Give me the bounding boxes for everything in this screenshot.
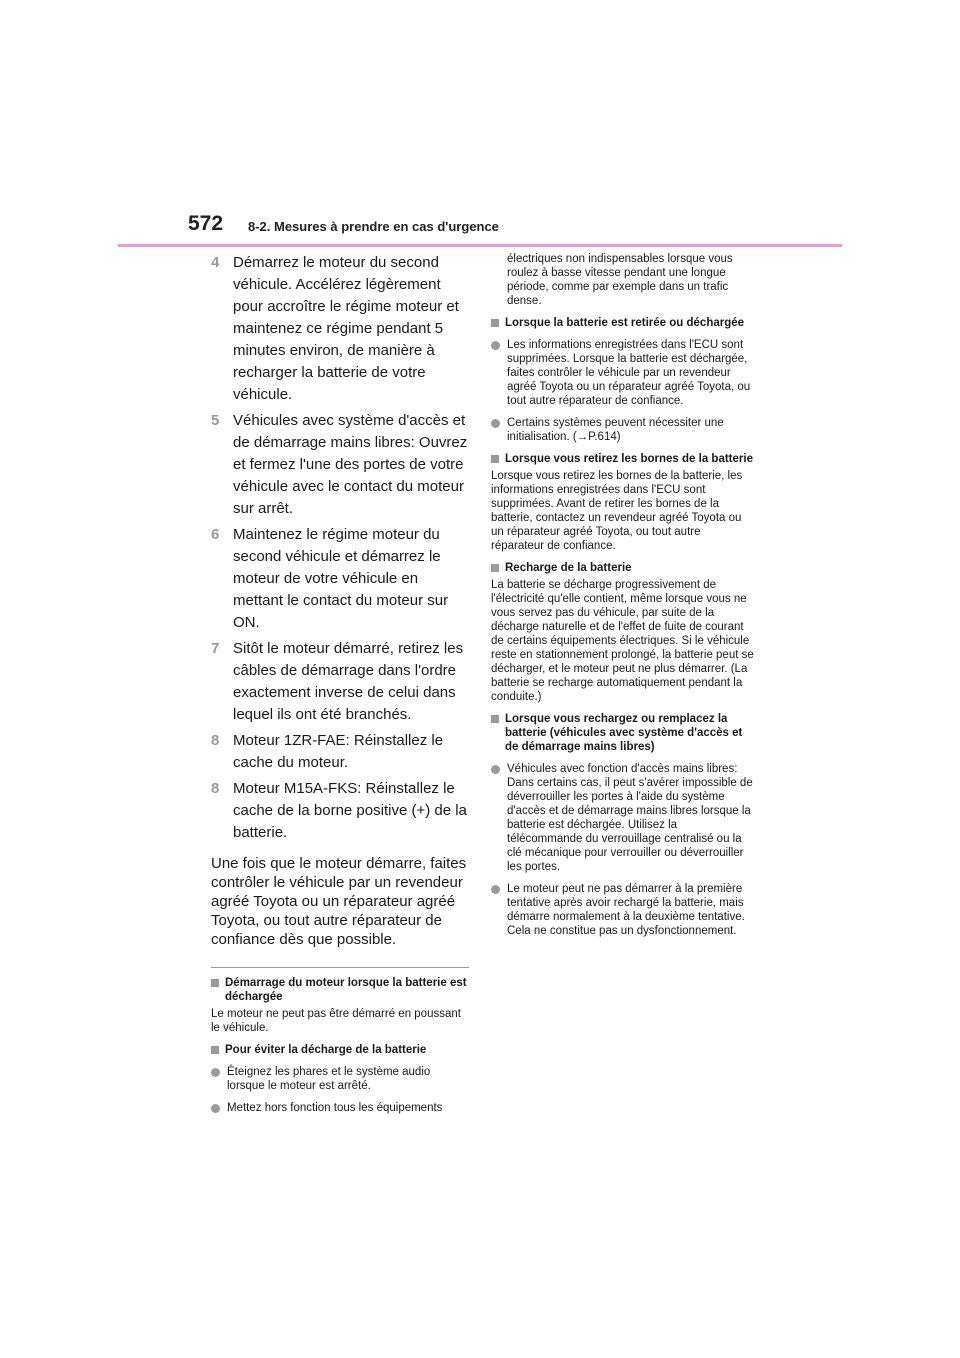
circle-bullet-icon	[211, 1068, 220, 1077]
left-column	[211, 252, 469, 1115]
note-heading	[491, 712, 755, 754]
step-text: Démarrez le moteur du second véhicule. Accélérez légèrement pour accroître le régime moteur et maintenez ce régime pendant 5 minutes environ, de manière à recharger la batterie de votre véhicule.	[233, 254, 459, 403]
circle-bullet-icon	[491, 341, 500, 350]
continued-text: électriques non indispensables lorsque vous roulez à basse vitesse pendant une longue période, comme par exemple dans un trafic dense.	[507, 253, 733, 307]
note-heading-text: Démarrage du moteur lorsque la batterie est déchargée	[225, 977, 467, 1003]
square-bullet-icon	[211, 1046, 219, 1054]
note-bullet-text: Éteignez les phares et le système audio lorsque le moteur est arrêté.	[227, 1066, 431, 1092]
circle-bullet-icon	[491, 885, 500, 894]
note-bullet	[211, 1101, 469, 1115]
note-heading-text: Lorsque vous retirez les bornes de la batterie	[505, 453, 753, 465]
square-bullet-icon	[491, 715, 499, 723]
circle-bullet-icon	[491, 419, 500, 428]
note-bullet-text: Le moteur peut ne pas démarrer à la première tentative après avoir rechargé la batterie, mais démarre normalement à la deuxième tentative. Cela ne constitue pas un dysfonctionnement.	[507, 883, 745, 937]
note-heading-text: Lorsque vous rechargez ou remplacez la batterie (véhicules avec système d'accès et de démarrage mains libres)	[505, 713, 743, 753]
note-heading-text: Lorsque la batterie est retirée ou déchargée	[505, 317, 745, 329]
note-bullet-text: Mettez hors fonction tous les équipements	[227, 1102, 443, 1114]
step-8-1zr	[211, 730, 469, 774]
note-text: Lorsque vous retirez les bornes de la batterie, les informations enregistrées dans l'ECU sont supprimées. Avant de retirer les bornes de la batterie, contactez un revendeur agréé Toyota ou un réparateur agréé Toyota, ou tout autre réparateur de confiance.	[491, 470, 743, 552]
step-7	[211, 638, 469, 726]
right-column	[491, 252, 755, 938]
step-text: Véhicules avec système d'accès et de démarrage mains libres: Ouvrez et fermez l'une des portes de votre véhicule avec le contact du moteur sur arrêt.	[233, 412, 468, 517]
note-bullet-text: Certains systèmes peuvent nécessiter une initialisation. (→P.614)	[507, 417, 724, 443]
note-bullet	[491, 416, 755, 444]
header-rule	[118, 244, 842, 247]
step-text: Moteur 1ZR-FAE: Réinstallez le cache du moteur.	[233, 732, 444, 771]
step-number: 6	[211, 526, 220, 543]
step-6	[211, 524, 469, 634]
step-text: Sitôt le moteur démarré, retirez les câbles de démarrage dans l'ordre exactement inverse de celui dans lequel ils ont été branchés.	[233, 640, 464, 723]
step-number: 7	[211, 640, 220, 657]
step-number: 8	[211, 732, 220, 749]
note-text: Le moteur ne peut pas être démarré en poussant le véhicule.	[211, 1008, 461, 1034]
square-bullet-icon	[491, 564, 499, 572]
note-heading	[211, 1043, 469, 1057]
note-bullet	[211, 1065, 469, 1093]
note-heading-text: Recharge de la batterie	[505, 562, 632, 574]
notes-divider	[211, 967, 469, 968]
note-bullet-text: Véhicules avec fonction d'accès mains libres: Dans certains cas, il peut s'avérer impossible de déverrouiller les portes à l'aide du système d'accès et de démarrage mains libres lorsque la batterie est déchargée. Utilisez la télécommande du verrouillage centralisé ou la clé mécanique pour verrouiller ou déverrouiller les portes.	[507, 763, 753, 873]
page-number: 572	[188, 212, 224, 235]
step-text: Maintenez le régime moteur du second véhicule et démarrez le moteur de votre véhicule en mettant le contact du moteur sur ON.	[233, 526, 449, 631]
step-8-m15a	[211, 778, 469, 844]
square-bullet-icon	[491, 319, 499, 327]
note-heading	[491, 316, 755, 330]
note-heading	[211, 976, 469, 1004]
note-bullet	[491, 762, 755, 874]
step-number: 5	[211, 412, 220, 429]
square-bullet-icon	[491, 455, 499, 463]
step-number: 8	[211, 780, 220, 797]
note-text: La batterie se décharge progressivement de l'électricité qu'elle contient, même lorsque vous ne vous servez pas du véhicule, par suite de la décharge naturelle et de l'effet de fuite de courant de certains équipements électriques. Si le véhicule reste en stationnement prolongé, la batterie peut se décharger, et le moteur peut ne plus démarrer. (La batterie se recharge automatiquement pendant la conduite.)	[491, 579, 754, 703]
step-text: Moteur M15A-FKS: Réinstallez le cache de la borne positive (+) de la batterie.	[233, 780, 467, 841]
step-5	[211, 410, 469, 520]
step-number: 4	[211, 254, 220, 271]
note-bullet	[491, 882, 755, 938]
note-bullet-text: Les informations enregistrées dans l'ECU sont supprimées. Lorsque la batterie est déchargée, faites contrôler le véhicule par un revendeur agréé Toyota ou un réparateur agréé Toyota, ou tout autre réparateur de confiance.	[507, 339, 751, 407]
note-bullet	[491, 338, 755, 408]
note-heading	[491, 452, 755, 466]
circle-bullet-icon	[211, 1104, 220, 1113]
note-heading	[491, 561, 755, 575]
circle-bullet-icon	[491, 765, 500, 774]
section-title: 8-2. Mesures à prendre en cas d'urgence	[248, 219, 499, 234]
closing-paragraph: Une fois que le moteur démarre, faites contrôler le véhicule par un revendeur agréé Toyota ou un réparateur agréé Toyota, ou tout autre réparateur de confiance dès que possible.	[211, 855, 467, 948]
note-heading-text: Pour éviter la décharge de la batterie	[225, 1044, 427, 1056]
step-4	[211, 252, 469, 406]
square-bullet-icon	[211, 979, 219, 987]
